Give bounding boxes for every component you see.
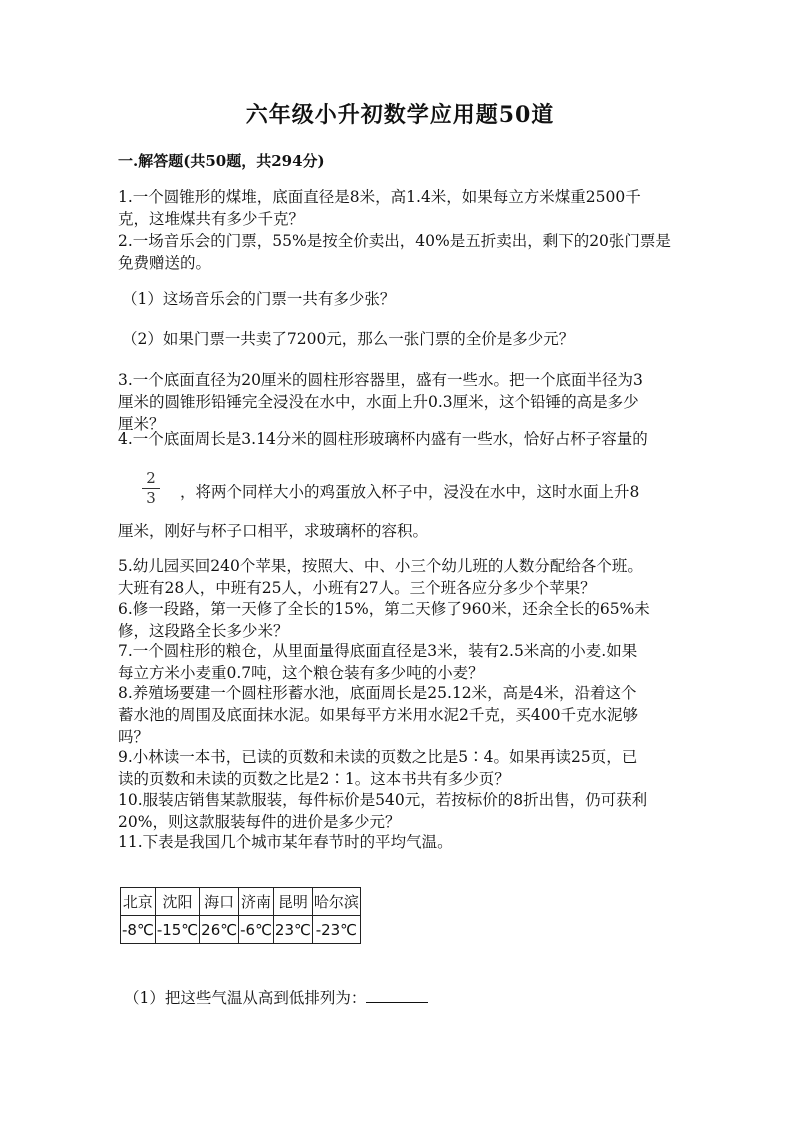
question-9-line-2: 读的页数和未读的页数之比是2∶1。这本书共有多少页？ [118, 770, 510, 788]
table-cell-temp: -8℃ [121, 916, 156, 944]
table-cell-city: 哈尔滨 [312, 888, 360, 916]
table-cell-city: 北京 [121, 888, 156, 916]
question-10-line-2: 20%，则这款服装每件的进价是多少元？ [118, 813, 401, 831]
question-1-line-1: 1.一个圆锥形的煤堆，底面直径是8米，高1.4米，如果每立方米煤重2500千 [118, 188, 641, 206]
question-6-line-1: 6.修一段路，第一天修了全长的15%，第二天修了960米，还余全长的65%未 [118, 600, 650, 618]
table-cell-temp: -15℃ [155, 916, 199, 944]
table-cell-temp: -23℃ [312, 916, 360, 944]
question-2-line-1: 2.一场音乐会的门票，55%是按全价卖出，40%是五折卖出，剩下的20张门票是 [118, 232, 671, 250]
question-5-line-1: 5.幼儿园买回240个苹果，按照大、中、小三个幼儿班的人数分配给各个班。 [118, 557, 643, 575]
table-row-temps [121, 916, 361, 944]
question-11-sub-1 [124, 987, 684, 1009]
question-5-line-2: 大班有28人，中班有25人，小班有27人。三个班各应分多少个苹果？ [118, 579, 596, 597]
question-4-line-3: 厘米，刚好与杯子口相平，求玻璃杯的容积。 [118, 522, 429, 540]
question-11-line-1: 11.下表是我国几个城市某年春节时的平均气温。 [118, 833, 453, 851]
question-6-line-2: 修，这段路全长多少米？ [118, 622, 289, 640]
question-8-line-3: 吗？ [118, 728, 150, 746]
question-3-line-3: 厘米？ [118, 415, 165, 433]
table-cell-city: 济南 [239, 888, 274, 916]
question-2-sub-1: （1）这场音乐会的门票一共有多少张？ [122, 290, 396, 308]
question-9-line-1: 9.小林读一本书，已读的页数和未读的页数之比是5∶4。如果再读25页，已 [118, 748, 638, 766]
question-3 [118, 369, 683, 435]
question-2-sub-2: （2）如果门票一共卖了7200元，那么一张门票的全价是多少元？ [122, 330, 575, 348]
table-row-cities [121, 888, 361, 916]
table-cell-temp: 26℃ [200, 916, 239, 944]
question-10 [118, 789, 683, 833]
table-cell-city: 海口 [200, 888, 239, 916]
table-cell-temp: 23℃ [273, 916, 312, 944]
question-4-line-2: ，将两个同样大小的鸡蛋放入杯子中，浸没在水中，这时水面上升8 [180, 483, 640, 501]
question-9 [118, 746, 683, 790]
question-2-line-2: 免费赠送的。 [118, 254, 212, 272]
section-heading: 一.解答题(共50题，共294分) [118, 152, 325, 170]
answer-blank [366, 988, 428, 1003]
question-10-line-1: 10.服装店销售某款服装，每件标价是540元，若按标价的8折出售，仍可获利 [118, 791, 648, 809]
question-4-line-1: 4.一个底面周长是3.14分米的圆柱形玻璃杯内盛有一些水，恰好占杯子容量的 [118, 430, 648, 448]
question-1 [118, 186, 683, 230]
question-7-line-2: 每立方米小麦重0.7吨，这个粮仓装有多少吨的小麦？ [118, 664, 484, 682]
question-1-line-2: 克，这堆煤共有多少千克？ [118, 210, 305, 228]
table-cell-city: 昆明 [273, 888, 312, 916]
question-8-line-2: 蓄水池的周围及底面抹水泥。如果每平方米用水泥2千克，买400千克水泥够 [118, 706, 638, 724]
question-5 [118, 555, 683, 599]
table-cell-city: 沈阳 [155, 888, 199, 916]
fraction-numerator: 2 [146, 469, 156, 487]
question-7-line-1: 7.一个圆柱形的粮仓，从里面量得底面直径是3米，装有2.5米高的小麦.如果 [118, 642, 638, 660]
question-3-line-2: 厘米的圆锥形铅锤完全浸没在水中，水面上升0.3厘米，这个铅锤的高是多少 [118, 393, 639, 411]
question-7 [118, 640, 683, 684]
question-2 [118, 230, 683, 274]
temperature-table [120, 887, 361, 944]
question-8 [118, 682, 683, 748]
fraction-two-thirds [142, 470, 160, 507]
question-3-line-1: 3.一个底面直径为20厘米的圆柱形容器里，盛有一些水。把一个底面半径为3 [118, 371, 643, 389]
question-6 [118, 598, 683, 642]
question-8-line-1: 8.养殖场要建一个圆柱形蓄水池，底面周长是25.12米，高是4米，沿着这个 [118, 684, 637, 702]
fraction-denominator: 3 [146, 489, 156, 507]
table-cell-temp: -6℃ [239, 916, 274, 944]
question-11-sub-1-text: （1）把这些气温从高到低排列为： [124, 989, 367, 1007]
page-title: 六年级小升初数学应用题50道 [245, 102, 555, 128]
